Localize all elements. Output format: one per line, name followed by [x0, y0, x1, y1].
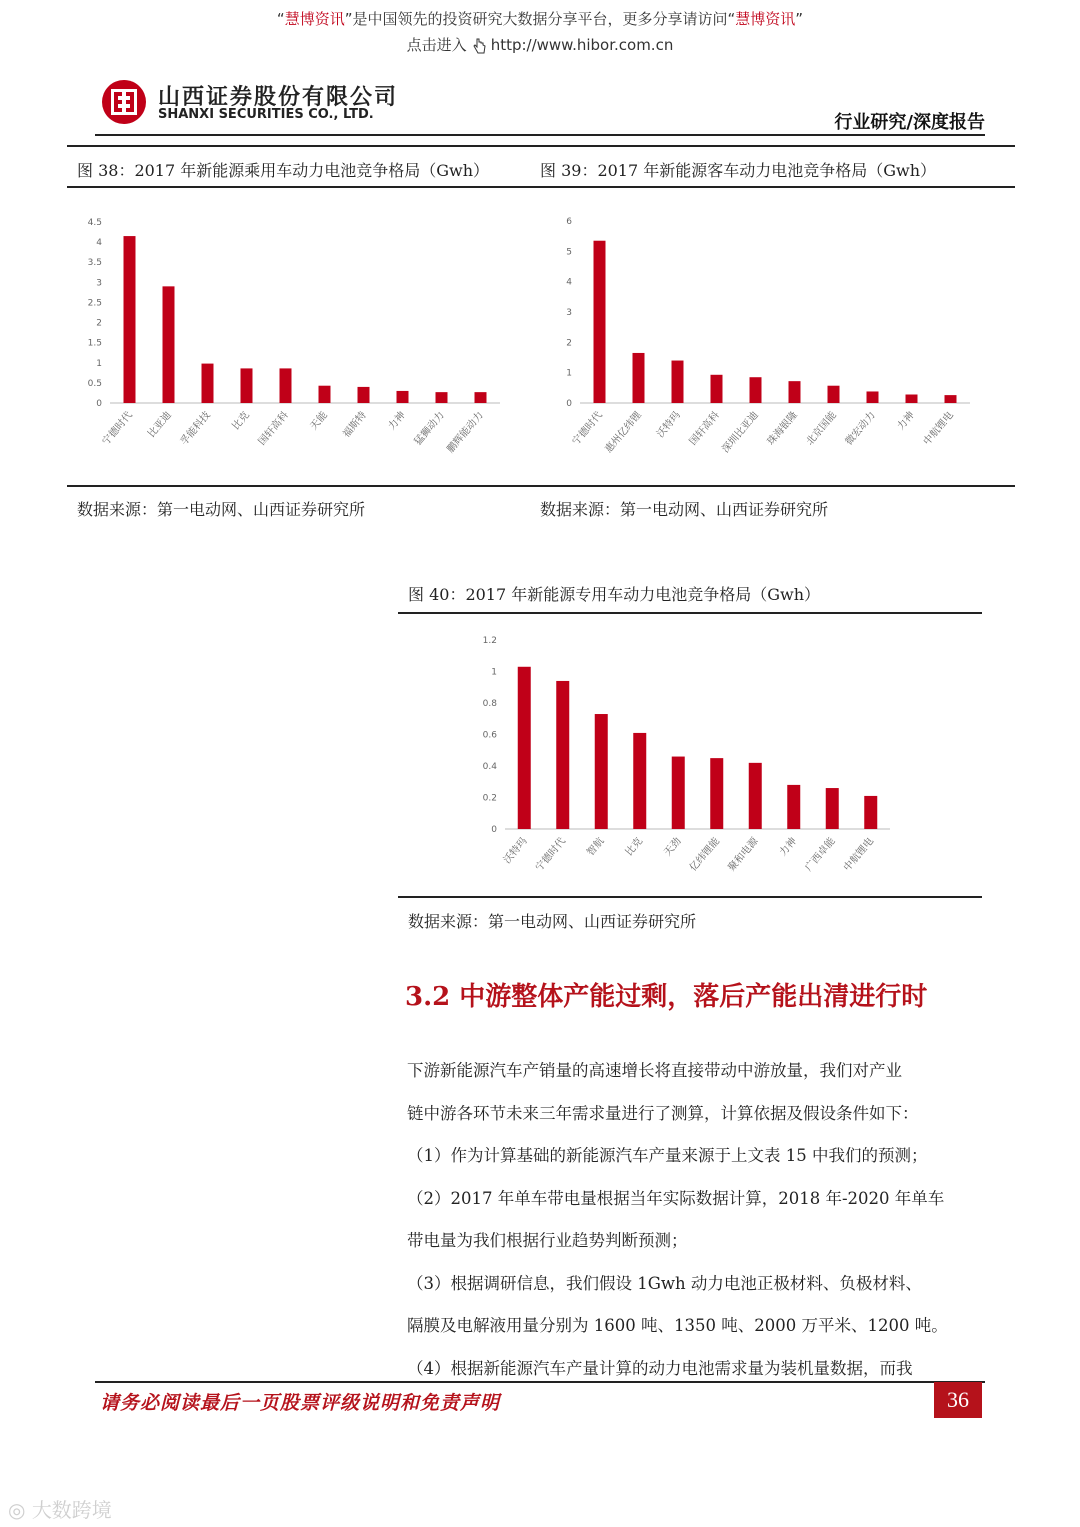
y-tick-label: 0.4 [482, 762, 497, 772]
x-category-label: 力神 [777, 835, 800, 859]
bar [202, 364, 214, 403]
bar [280, 368, 292, 403]
bar [319, 386, 331, 403]
section-title: 3.2 中游整体产能过剩，落后产能出清进行时 [405, 982, 928, 1012]
x-category-label: 聚和电源 [726, 835, 761, 874]
bar [826, 788, 839, 829]
chart-40-bar-chart [470, 628, 910, 888]
x-category-label: 力神 [386, 409, 408, 433]
page-number: 36 [934, 1382, 982, 1418]
x-category-label: 珠海银隆 [765, 409, 800, 448]
bar [518, 667, 531, 829]
body-line: （2）2017 年单车带电量根据当年实际数据计算，2018 年-2020 年单车 [407, 1188, 945, 1208]
top-banner [0, 8, 1080, 29]
bar [787, 785, 800, 829]
shanxi-securities-logo [100, 78, 148, 126]
bar [397, 391, 409, 403]
header-divider [95, 134, 985, 136]
x-category-label: 猛狮动力 [412, 409, 447, 448]
brand-name-2[interactable]: 慧博资讯 [735, 10, 796, 28]
body-line: （1）作为计算基础的新能源汽车产量来源于上文表 15 中我们的预测； [407, 1146, 928, 1165]
bar [672, 757, 685, 829]
bar [789, 381, 801, 403]
x-category-label: 中航锂电 [841, 835, 877, 874]
quote-open: “ [276, 10, 285, 28]
y-tick-label: 2 [96, 318, 102, 329]
x-category-label: 孚能科技 [178, 409, 213, 448]
chart-39-bar-chart [545, 205, 985, 475]
x-category-label: 宁德时代 [100, 409, 135, 448]
x-category-label: 深圳比亚迪 [720, 409, 761, 456]
x-category-label: 国轩高科 [256, 409, 291, 448]
footer-rule [95, 1381, 985, 1383]
chart40-caption: 图 40：2017 年新能源专用车动力电池竞争格局（Gwh） [408, 585, 821, 604]
y-tick-label: 2 [566, 338, 572, 349]
x-category-label: 亿纬锂能 [687, 835, 723, 874]
x-category-label: 广西卓能 [803, 835, 838, 874]
enter-label: 点击进入 [406, 36, 467, 54]
y-tick-label: 1.2 [482, 636, 497, 646]
bar [124, 236, 136, 403]
bar [906, 395, 918, 403]
brand-name[interactable]: 慧博资讯 [284, 10, 345, 28]
chart38-caption: 图 38：2017 年新能源乘用车动力电池竞争格局（Gwh） [77, 161, 490, 180]
caption-top-rule [67, 145, 1015, 147]
chart40-bottom-rule [398, 896, 982, 898]
x-category-label: 比亚迪 [146, 409, 174, 440]
bar [633, 733, 646, 829]
site-link[interactable]: http://www.hibor.com.cn [490, 36, 674, 54]
y-tick-label: 2.5 [87, 298, 102, 309]
chart38-source: 数据来源：第一电动网、山西证券研究所 [77, 500, 366, 519]
y-tick-label: 0.2 [482, 793, 497, 804]
y-tick-label: 0.5 [87, 378, 102, 389]
company-name-cn: 山西证券股份有限公司 [158, 85, 399, 110]
bar [711, 375, 723, 403]
x-category-label: 沃特玛 [501, 835, 530, 866]
bar [594, 241, 606, 403]
bar [556, 681, 569, 829]
y-tick-label: 0.6 [482, 730, 497, 741]
bar [358, 387, 370, 403]
source-rule [67, 485, 1015, 487]
bar [595, 714, 608, 829]
quote-close: ” [795, 10, 804, 28]
y-tick-label: 5 [566, 247, 572, 258]
bar [163, 286, 175, 403]
y-tick-label: 1 [96, 358, 102, 369]
body-line: 隔膜及电解液用量分别为 1600 吨、1350 吨、2000 万平米、1200 吨。 [407, 1316, 948, 1335]
y-tick-label: 4 [96, 238, 102, 249]
chart39-source: 数据来源：第一电动网、山西证券研究所 [540, 500, 829, 519]
x-category-label: 力神 [895, 409, 917, 433]
bar [475, 392, 487, 403]
y-tick-label: 4.5 [87, 218, 102, 228]
bar [710, 758, 723, 829]
x-category-label: 天能 [308, 409, 330, 433]
chart39-caption: 图 39：2017 年新能源客车动力电池竞争格局（Gwh） [540, 161, 937, 180]
bar [633, 353, 645, 403]
y-tick-label: 3 [96, 278, 102, 289]
pointer-hand-icon [471, 37, 487, 55]
bar [749, 763, 762, 829]
x-category-label: 惠州亿纬锂 [603, 409, 644, 456]
body-line: （4）根据新能源汽车产量计算的动力电池需求量为装机量数据，而我 [407, 1358, 913, 1378]
bar [945, 395, 957, 403]
y-tick-label: 1 [491, 667, 497, 678]
x-category-label: 比克 [623, 835, 646, 859]
watermark-logo-icon: ◎ [8, 1498, 32, 1522]
chart40-source: 数据来源：第一电动网、山西证券研究所 [408, 912, 697, 931]
y-tick-label: 0 [566, 399, 572, 409]
y-tick-label: 1.5 [87, 338, 102, 349]
body-line: （3）根据调研信息，我们假设 1Gwh 动力电池正极材料、负极材料、 [407, 1273, 922, 1293]
x-category-label: 天劲 [662, 835, 684, 859]
banner-link-line [0, 34, 1080, 55]
x-category-label: 国轩高科 [687, 409, 722, 448]
x-category-label: 福斯特 [341, 409, 369, 440]
x-category-label: 沃特玛 [655, 409, 683, 440]
disclaimer-notice: 请务必阅读最后一页股票评级说明和免责声明 [100, 1392, 501, 1414]
x-category-label: 北京国能 [804, 409, 839, 448]
y-tick-label: 3 [566, 308, 572, 318]
body-line: 带电量为我们根据行业趋势判断预测； [407, 1231, 688, 1250]
y-tick-label: 4 [566, 277, 572, 288]
y-tick-label: 0 [491, 825, 497, 835]
bar [864, 796, 877, 829]
bar [750, 377, 762, 403]
caption-bottom-rule [67, 186, 1015, 188]
banner-text: ”是中国领先的投资研究大数据分享平台，更多分享请访问“ [344, 10, 736, 28]
y-tick-label: 3.5 [87, 258, 102, 269]
bar [672, 361, 684, 403]
body-line: 下游新能源汽车产销量的高速增长将直接带动中游放量，我们对产业 [407, 1061, 902, 1080]
chart40-top-rule [398, 612, 982, 614]
x-category-label: 宁德时代 [570, 409, 605, 448]
y-tick-label: 0.8 [482, 699, 497, 709]
report-type: 行业研究/深度报告 [834, 112, 985, 133]
x-category-label: 智航 [585, 835, 607, 859]
x-category-label: 微宏动力 [843, 409, 878, 448]
y-tick-label: 1 [566, 368, 572, 379]
x-category-label: 比克 [230, 409, 252, 433]
y-tick-label: 6 [566, 217, 572, 227]
company-name-en: SHANXI SECURITIES CO., LTD. [158, 107, 374, 122]
bar [828, 386, 840, 403]
x-category-label: 鹏辉能动力 [445, 409, 486, 456]
bar [436, 392, 448, 403]
bar [241, 368, 253, 403]
x-category-label: 宁德时代 [533, 835, 569, 874]
watermark: ◎ 大数跨境 [8, 1498, 112, 1522]
bar [867, 391, 879, 403]
body-text [407, 1050, 985, 1390]
chart-38-bar-chart [80, 205, 520, 475]
body-line: 链中游各环节未来三年需求量进行了测算，计算依据及假设条件如下： [407, 1103, 919, 1123]
x-category-label: 中航锂电 [921, 409, 956, 448]
y-tick-label: 0 [96, 399, 102, 409]
